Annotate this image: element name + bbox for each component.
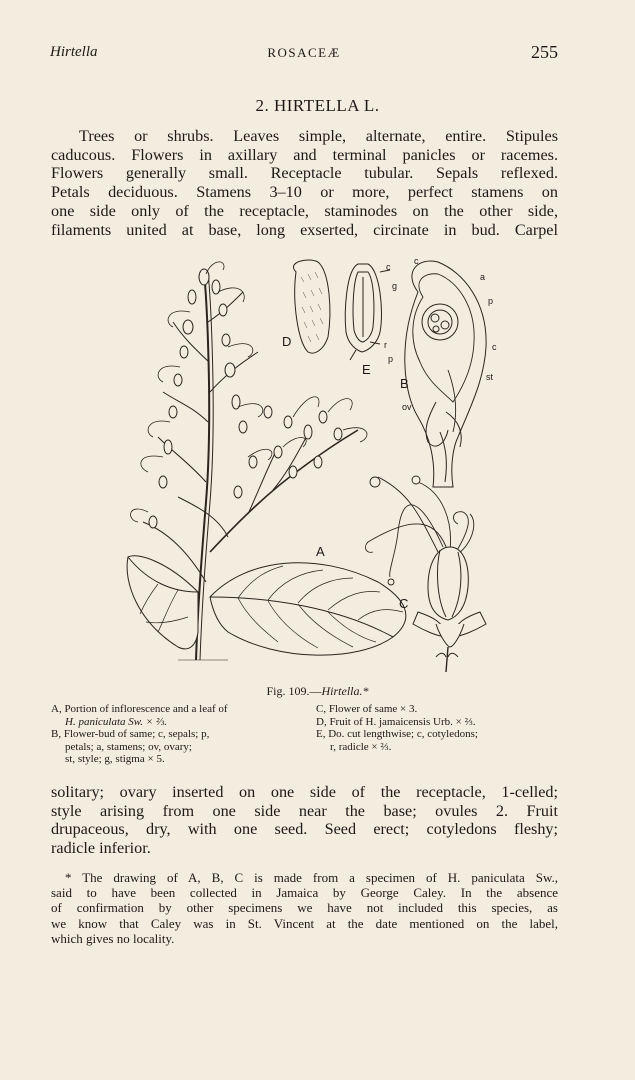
label-b-p: p (488, 296, 494, 306)
legend-entry-a: A, Portion of inflorescence and a leaf of (51, 703, 228, 715)
intro-paragraph (51, 127, 558, 239)
label-b-c-top: c (414, 256, 419, 266)
intro-line: caducous. Flowers in axillary and terminal panicles or racemes. (51, 145, 558, 164)
legend-entry-b-cont: petals; a, stamens; ov, ovary; (65, 740, 192, 753)
legend-column-left (51, 703, 295, 766)
botanical-illustration (118, 252, 518, 682)
intro-line: Trees or shrubs. Leaves simple, alternate, entire. Stipules (79, 127, 558, 145)
continued-line: style arising from one side near the base; ovules 2. Fruit (51, 801, 558, 820)
continued-line: solitary; ovary inserted on one side of the receptacle, 1-celled; (51, 783, 558, 801)
running-head-genus: Hirtella (50, 44, 98, 60)
label-a: A (316, 544, 325, 559)
footnote-line: said to have been collected in Jamaica by George Caley. In the absence (51, 885, 558, 901)
legend-entry-c: C, Flower of same × 3. (316, 703, 418, 715)
running-head-family: ROSACEÆ (267, 45, 341, 60)
genus-title: 2. HIRTELLA L. (255, 96, 380, 115)
figure-caption-prefix: Fig. 109.— (266, 684, 322, 698)
label-b-g: g (392, 281, 398, 291)
label-c: C (399, 596, 409, 611)
intro-line: filaments united at base, long exserted, circinate in bud. Carpel (51, 220, 558, 239)
footnote (51, 870, 558, 946)
page-number: 255 (531, 42, 558, 62)
figure-b-bud-section (405, 261, 486, 487)
figure-caption (0, 684, 635, 699)
label-e-c: c (386, 262, 391, 272)
figure-caption-genus: Hirtella.* (321, 684, 369, 698)
legend-entry-b: B, Flower-bud of same; c, sepals; p, (51, 728, 210, 741)
legend-entry-e-cont: r, radicle × ⅔. (330, 740, 392, 753)
continued-line: drupaceous, dry, with one seed. Seed erect; cotyledons fleshy; (51, 820, 558, 839)
label-e: E (362, 362, 371, 377)
footnote-line: * The drawing of A, B, C is made from a specimen of H. paniculata Sw., (65, 870, 558, 885)
figure-d-fruit (293, 260, 329, 353)
legend-entry-b-cont2: st, style; g, stigma × 5. (65, 753, 165, 766)
legend-entry-a-cont: H. paniculata Sw. × ⅔. (65, 715, 167, 728)
label-b-a: a (480, 272, 486, 282)
running-head (50, 44, 558, 66)
intro-line: one side only of the receptacle, staminodes on the other side, (51, 201, 558, 220)
legend-entry-e: E, Do. cut lengthwise; c, cotyledons; (316, 728, 478, 741)
label-e-r: r (384, 340, 387, 350)
label-b-ov: ov (402, 402, 412, 412)
footnote-line: which gives no locality. (51, 930, 175, 946)
label-b-p-lower: p (388, 354, 394, 364)
label-b-st: st (486, 372, 494, 382)
label-b: B (400, 376, 409, 391)
label-b-c: c (492, 342, 497, 352)
intro-line: Petals deciduous. Stamens 3–10 or more, perfect stamens on (51, 183, 558, 202)
continued-paragraph (51, 783, 558, 858)
legend-entry-d: D, Fruit of H. jamaicensis Urb. × ⅔. (316, 715, 476, 728)
label-d: D (282, 334, 292, 349)
continued-line: radicle inferior. (51, 839, 151, 858)
intro-line: Flowers generally small. Receptacle tubular. Sepals reflexed. (51, 164, 558, 183)
legend-column-right (316, 703, 560, 753)
footnote-line: of confirmation by other specimens we have not included this species, as (51, 900, 558, 916)
footnote-line: we know that Caley was in St. Vincent at the date mentioned on the label, (51, 915, 558, 931)
